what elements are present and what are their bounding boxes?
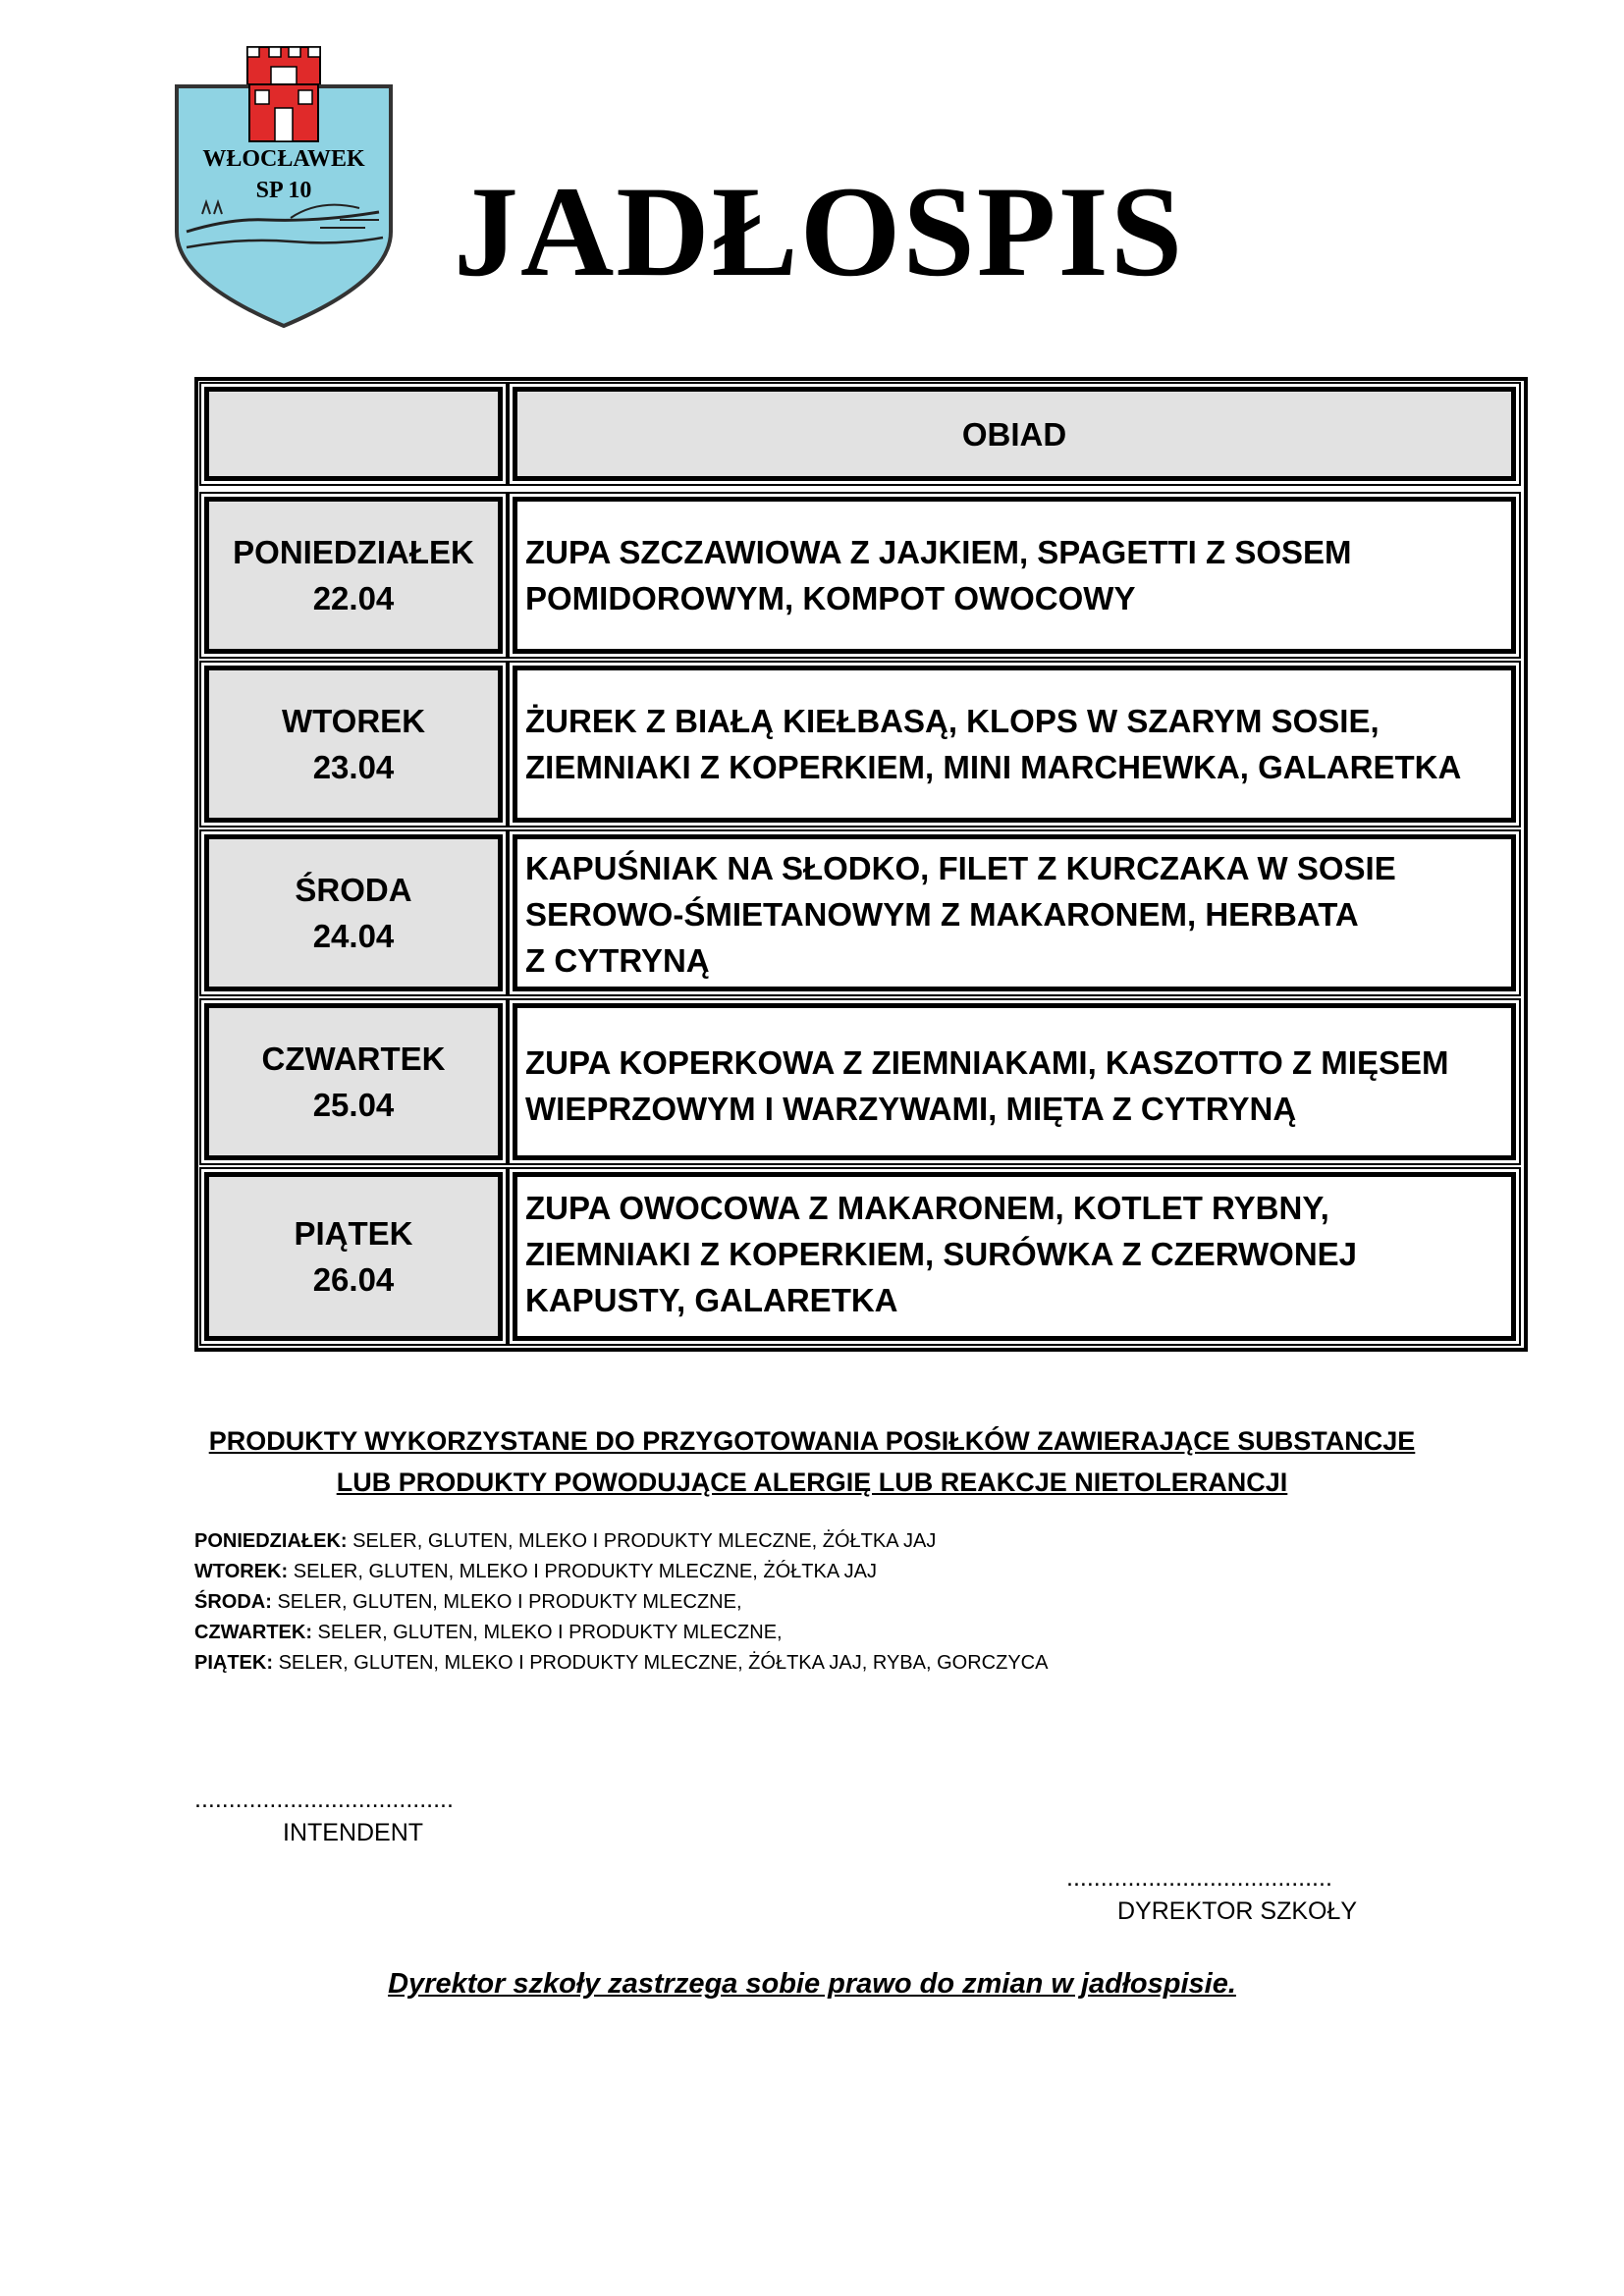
day-cell-wednesday (204, 834, 503, 991)
allergen-day-label: CZWARTEK: (194, 1622, 312, 1643)
allergen-text: SELER, GLUTEN, MLEKO I PRODUKTY MLECZNE, ŻÓŁTKA JAJ (352, 1530, 937, 1552)
intendent-signature-line: ...................................... (194, 1786, 454, 1813)
logo-school-text: SP 10 (255, 178, 312, 203)
day-name: CZWARTEK (261, 1041, 446, 1077)
page-header (0, 0, 1624, 363)
allergen-text: SELER, GLUTEN, MLEKO I PRODUKTY MLECZNE, (317, 1622, 783, 1643)
allergen-text: SELER, GLUTEN, MLEKO I PRODUKTY MLECZNE, ŻÓŁTKA JAJ (293, 1561, 877, 1582)
page-title: JADŁOSPIS (454, 159, 1185, 303)
menu-change-notice: Dyrektor szkoły zastrzega sobie prawo do zmian w jadłospisie. (388, 1968, 1236, 2000)
meal-cell-friday (513, 1172, 1516, 1341)
menu-table (194, 377, 1528, 1352)
meal-cell-thursday (513, 1003, 1516, 1160)
allergen-item (194, 1648, 1373, 1679)
meal-description: ZUPA SZCZAWIOWA Z JAJKIEM, SPAGETTI Z SOSEM POMIDOROWYM, KOMPOT OWOCOWY (525, 534, 1352, 616)
allergen-title-line-2: LUB PRODUKTY POWODUJĄCE ALERGIĘ LUB REAKCJE NIETOLERANCJI (336, 1468, 1288, 1497)
allergen-text: SELER, GLUTEN, MLEKO I PRODUKTY MLECZNE, ŻÓŁTKA JAJ, RYBA, GORCZYCA (278, 1652, 1049, 1674)
allergen-day-label: PIĄTEK: (194, 1652, 273, 1674)
day-name: PONIEDZIAŁEK (233, 534, 474, 570)
meal-description: ZUPA KOPERKOWA Z ZIEMNIAKAMI, KASZOTTO Z MIĘSEM WIEPRZOWYM I WARZYWAMI, MIĘTA Z CYTRYNĄ (525, 1044, 1449, 1127)
day-cell-friday (204, 1172, 503, 1341)
allergen-title-line-1: PRODUKTY WYKORZYSTANE DO PRZYGOTOWANIA POSIŁKÓW ZAWIERAJĄCE SUBSTANCJE (208, 1426, 1416, 1456)
day-name: WTOREK (281, 703, 426, 739)
day-date: 22.04 (312, 580, 395, 616)
day-date: 23.04 (312, 749, 395, 785)
meal-description: KAPUŚNIAK NA SŁODKO, FILET Z KURCZAKA W SOSIE SEROWO-ŚMIETANOWYM Z MAKARONEM, HERBATA Z CYTRYNĄ (525, 850, 1396, 979)
day-name: PIĄTEK (294, 1215, 413, 1252)
meal-cell-monday (513, 497, 1516, 654)
day-date: 24.04 (312, 918, 395, 954)
meal-description: ZUPA OWOCOWA Z MAKARONEM, KOTLET RYBNY, ZIEMNIAKI Z KOPERKIEM, SURÓWKA Z CZERWONEJ KAPUSTY, GALARETKA (525, 1190, 1358, 1318)
day-name: ŚRODA (295, 872, 412, 908)
header-blank-cell (204, 387, 503, 481)
allergen-day-label: ŚRODA: (194, 1591, 272, 1613)
day-cell-thursday (204, 1003, 503, 1160)
allergen-item (194, 1587, 1373, 1618)
allergen-item (194, 1557, 1373, 1587)
director-signature-line: ....................................... (1066, 1864, 1332, 1892)
director-label: DYREKTOR SZKOŁY (1117, 1897, 1358, 1925)
meal-cell-wednesday (513, 834, 1516, 991)
meal-cell-tuesday (513, 666, 1516, 823)
meal-description: ŻUREK Z BIAŁĄ KIEŁBASĄ, KLOPS W SZARYM SOSIE, ZIEMNIAKI Z KOPERKIEM, MINI MARCHEWKA, GALARETKA (525, 703, 1462, 785)
allergen-day-label: PONIEDZIAŁEK: (194, 1530, 348, 1552)
allergen-item (194, 1618, 1373, 1648)
day-date: 26.04 (312, 1261, 395, 1298)
day-cell-monday (204, 497, 503, 654)
header-obiad-cell (513, 387, 1516, 481)
allergen-item (194, 1526, 1373, 1557)
allergen-list (194, 1526, 1373, 1679)
allergen-section-title (147, 1420, 1477, 1503)
allergen-text: SELER, GLUTEN, MLEKO I PRODUKTY MLECZNE, (277, 1591, 742, 1613)
day-cell-tuesday (204, 666, 503, 823)
intendent-label: INTENDENT (283, 1819, 424, 1846)
logo-city-text: WŁOCŁAWEK (202, 146, 365, 172)
school-crest-logo (173, 45, 395, 330)
day-date: 25.04 (312, 1087, 395, 1123)
column-header-obiad: OBIAD (961, 415, 1067, 453)
allergen-day-label: WTOREK: (194, 1561, 289, 1582)
